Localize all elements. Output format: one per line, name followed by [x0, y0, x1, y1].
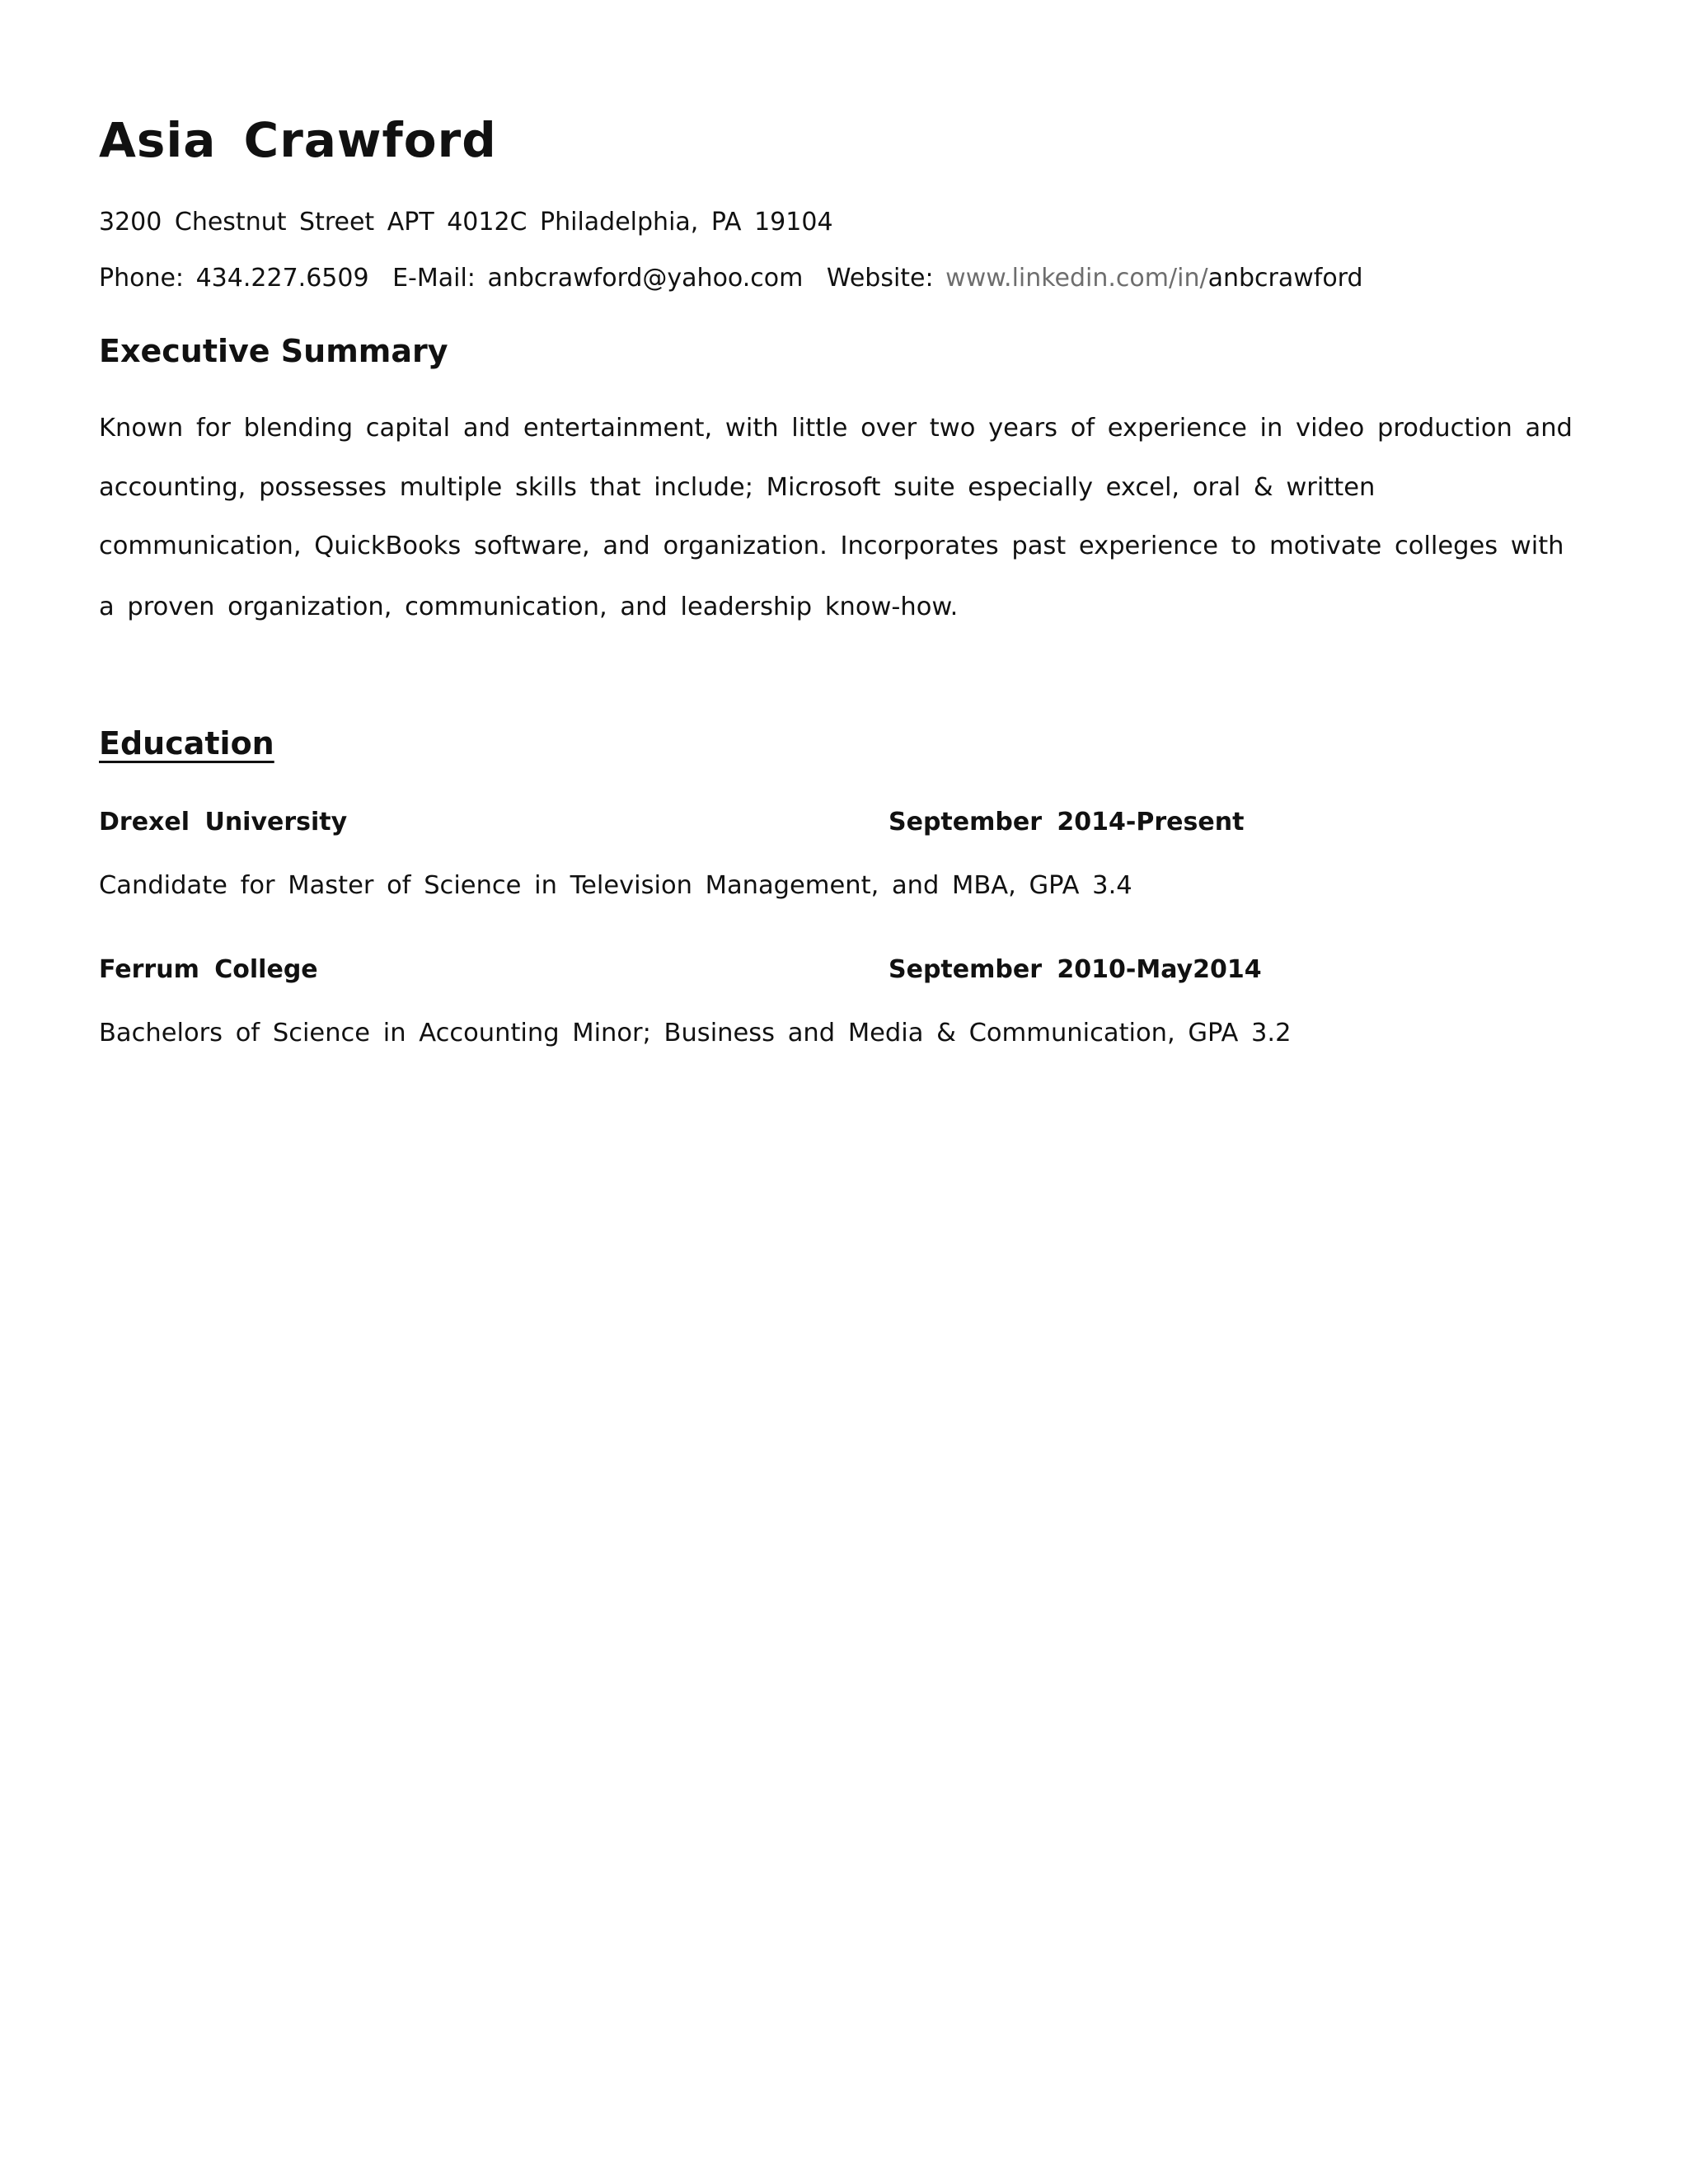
email-label: E-Mail: — [392, 264, 476, 293]
website-link-handle[interactable]: anbcrawford — [1207, 264, 1363, 293]
degree-description: Candidate for Master of Science in Television Management, and MBA, GPA 3.4 — [99, 871, 1132, 900]
education-dates: September 2010-May2014 — [889, 955, 1262, 984]
degree-description: Bachelors of Science in Accounting Minor; Business and Media & Communication, GPA 3.2 — [99, 1019, 1292, 1047]
education-heading: Education — [99, 725, 274, 762]
summary-line: communication, QuickBooks software, and organization. Incorporates past experience to motivate colleges with — [99, 532, 1564, 560]
email-address: anbcrawford@yahoo.com — [487, 264, 804, 293]
summary-line: a proven organization, communication, and leadership know-how. — [99, 593, 959, 621]
contact-line — [99, 264, 1363, 293]
candidate-name: Asia Crawford — [99, 112, 497, 168]
website-link-prefix[interactable]: www.linkedin.com/in/ — [945, 264, 1208, 293]
school-name: Ferrum College — [99, 955, 318, 984]
summary-line: accounting, possesses multiple skills that include; Microsoft suite especially excel, oral & written — [99, 473, 1376, 502]
address-line: 3200 Chestnut Street APT 4012C Philadelphia, PA 19104 — [99, 208, 833, 237]
school-name: Drexel University — [99, 808, 348, 837]
phone-number: 434.227.6509 — [195, 264, 369, 293]
education-dates: September 2014-Present — [889, 808, 1245, 837]
summary-line: Known for blending capital and entertainment, with little over two years of experience in video production and — [99, 414, 1573, 443]
executive-summary-heading: Executive Summary — [99, 333, 448, 369]
website-label: Website: — [826, 264, 934, 293]
phone-label: Phone: — [99, 264, 185, 293]
